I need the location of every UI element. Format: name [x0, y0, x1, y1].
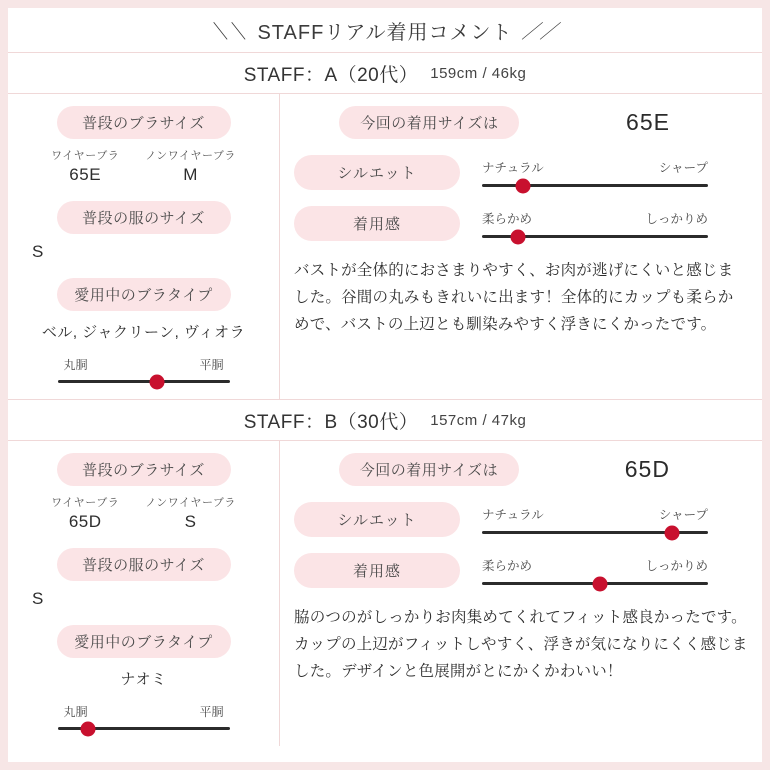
body-shape-left-label-b: 丸胴	[63, 705, 88, 719]
bra-size-values-b	[18, 494, 269, 532]
nonwire-bra-b	[145, 494, 236, 532]
feel-row-a	[294, 206, 748, 241]
label-worn-size-a: 今回の着用サイズは	[339, 106, 519, 139]
content-sheet	[8, 8, 762, 762]
wire-bra-label-b: ワイヤーブラ	[51, 497, 120, 509]
silhouette-right-label-b: シャープ	[658, 508, 708, 522]
silhouette-left-label-b: ナチュラル	[482, 508, 544, 522]
label-feel-a: 着用感	[294, 206, 460, 241]
feel-track-a	[482, 235, 708, 238]
feel-track-b	[482, 582, 708, 585]
silhouette-track-b	[482, 531, 708, 534]
staff-a-header	[8, 52, 762, 94]
bra-size-values-a	[18, 147, 269, 185]
wire-bra-label-a: ワイヤーブラ	[51, 150, 120, 162]
staff-a-stats: 159cm / 46kg	[430, 64, 527, 82]
silhouette-marker-b	[664, 525, 679, 540]
favorite-bra-type-value-b: ナオミ	[120, 671, 167, 688]
wire-bra-a	[51, 147, 119, 185]
body-shape-left-label-a: 丸胴	[63, 358, 88, 372]
feel-right-label-a: しっかりめ	[645, 212, 708, 226]
nonwire-bra-value-b: S	[184, 512, 197, 531]
label-favorite-bra-type-b: 愛用中のブラタイプ	[57, 625, 231, 658]
feel-right-label-b: しっかりめ	[645, 559, 708, 573]
silhouette-row-a	[294, 155, 748, 190]
silhouette-right-label-a: シャープ	[658, 161, 708, 175]
body-shape-slider-a	[58, 356, 230, 383]
feel-left-label-a: 柔らかめ	[482, 212, 533, 226]
body-shape-marker-b	[81, 721, 96, 736]
label-usual-clothes-size-b: 普段の服のサイズ	[57, 548, 231, 581]
staff-b-name: STAFF：B（30代）	[243, 411, 419, 433]
worn-size-row-a	[294, 106, 748, 139]
clothes-size-value-a: S	[32, 242, 44, 261]
body-shape-track-a	[58, 380, 230, 383]
feel-slider-labels-a	[482, 209, 708, 227]
staff-a-name: STAFF：A（20代）	[243, 64, 419, 86]
silhouette-slider-a	[482, 158, 708, 187]
worn-size-value-a: 65E	[626, 109, 670, 135]
label-worn-size-b: 今回の着用サイズは	[339, 453, 519, 486]
feel-marker-b	[592, 576, 607, 591]
decorative-slash-left: ＼＼	[208, 21, 250, 43]
staff-b-header	[8, 399, 762, 441]
feel-left-label-b: 柔らかめ	[482, 559, 533, 573]
staff-b-comment: 脇のつのがしっかりお肉集めてくれてフィット感良かったです。カップの上辺がフィットしやすく、浮きが気になりにくく感じました。デザインと色展開がとにかくかわいい！	[294, 609, 748, 681]
label-usual-bra-size-b: 普段のブラサイズ	[57, 453, 231, 486]
staff-b-stats: 157cm / 47kg	[430, 411, 527, 429]
staff-a-profile-column	[8, 94, 280, 399]
body-shape-marker-a	[150, 374, 165, 389]
spacer-b-1	[18, 532, 269, 548]
spacer-a-2	[18, 262, 269, 278]
feel-slider-b	[482, 556, 708, 585]
body-shape-right-label-b: 平胴	[199, 705, 224, 719]
body-shape-right-label-a: 平胴	[199, 358, 224, 372]
label-silhouette-a: シルエット	[294, 155, 460, 190]
spacer-b-2	[18, 609, 269, 625]
silhouette-slider-labels-a	[482, 158, 708, 176]
label-usual-bra-size-a: 普段のブラサイズ	[57, 106, 231, 139]
clothes-size-value-b: S	[32, 589, 44, 608]
label-silhouette-b: シルエット	[294, 502, 460, 537]
body-shape-slider-labels-a	[58, 356, 230, 373]
favorite-bra-type-value-a: ベル, ジャクリーン, ヴィオラ	[41, 324, 246, 341]
nonwire-bra-value-a: M	[183, 165, 198, 184]
staff-b-body	[8, 441, 762, 746]
worn-size-value-b: 65D	[624, 456, 670, 482]
staff-b-review-column	[280, 441, 762, 746]
silhouette-left-label-a: ナチュラル	[482, 161, 544, 175]
decorative-slash-right: ／／	[519, 21, 561, 43]
staff-a-review-column	[280, 94, 762, 399]
wire-bra-value-b: 65D	[68, 512, 102, 531]
staff-a-body	[8, 94, 762, 399]
worn-size-row-b	[294, 453, 748, 486]
staff-a-comment: バストが全体的におさまりやすく、お肉が逃げにくいと感じました。谷間の丸みもきれいに出ます！全体的にカップも柔らかめで、バストの上辺とも馴染みやすく浮きにくかったです。	[294, 262, 734, 334]
silhouette-track-a	[482, 184, 708, 187]
page-header	[8, 8, 762, 52]
wire-bra-value-a: 65E	[69, 165, 102, 184]
label-feel-b: 着用感	[294, 553, 460, 588]
silhouette-marker-a	[515, 178, 530, 193]
body-shape-slider-b	[58, 703, 230, 730]
body-shape-slider-labels-b	[58, 703, 230, 720]
feel-slider-a	[482, 209, 708, 238]
nonwire-bra-label-a: ノンワイヤーブラ	[145, 150, 236, 162]
label-favorite-bra-type-a: 愛用中のブラタイプ	[57, 278, 231, 311]
spacer-a-1	[18, 185, 269, 201]
silhouette-slider-b	[482, 505, 708, 534]
feel-marker-a	[511, 229, 526, 244]
silhouette-row-b	[294, 502, 748, 537]
silhouette-slider-labels-b	[482, 505, 708, 523]
wire-bra-b	[51, 494, 119, 532]
body-shape-track-b	[58, 727, 230, 730]
feel-row-b	[294, 553, 748, 588]
nonwire-bra-a	[145, 147, 236, 185]
label-usual-clothes-size-a: 普段の服のサイズ	[57, 201, 231, 234]
staff-b-profile-column	[8, 441, 280, 746]
feel-slider-labels-b	[482, 556, 708, 574]
page-title: STAFFリアル着用コメント	[257, 21, 513, 44]
nonwire-bra-label-b: ノンワイヤーブラ	[145, 497, 236, 509]
